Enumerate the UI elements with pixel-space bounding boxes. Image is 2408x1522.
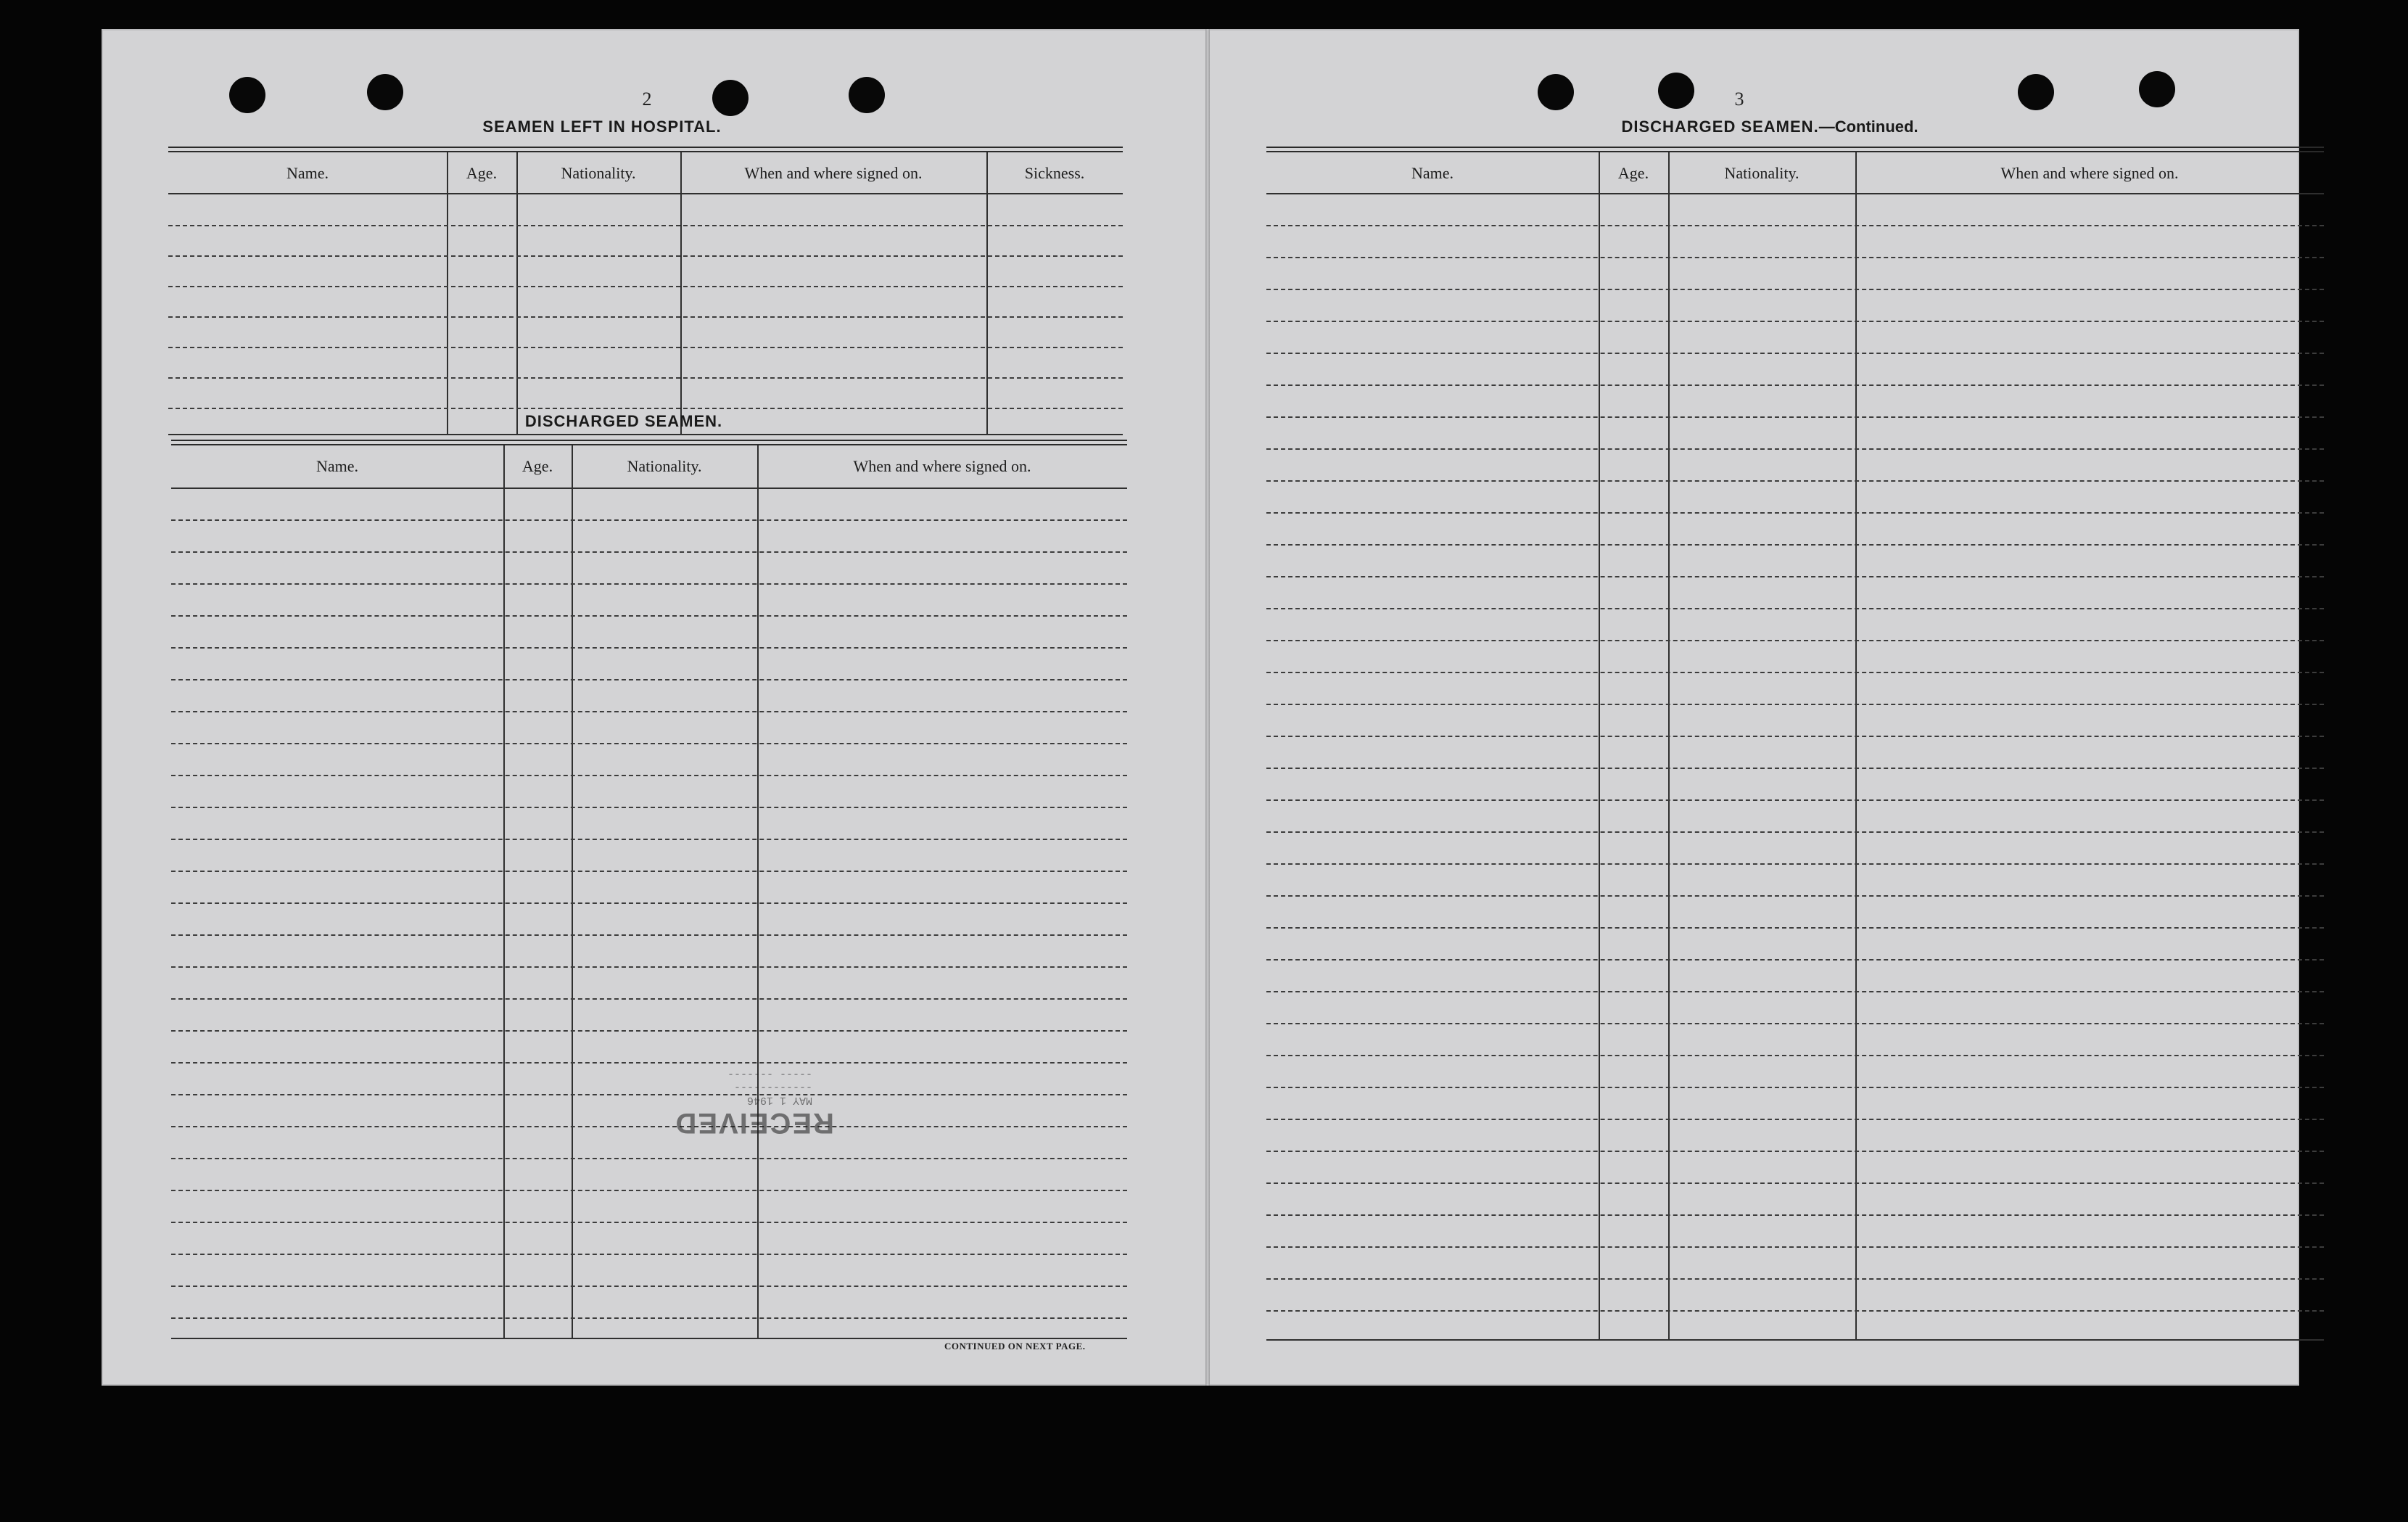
discharged-section-title-right: DISCHARGED SEAMEN.—Continued. bbox=[1621, 118, 1918, 136]
hospital-table bbox=[168, 147, 1123, 435]
entry-line bbox=[168, 316, 1123, 318]
entry-line bbox=[168, 408, 1123, 409]
entry-line bbox=[1266, 927, 2324, 929]
center-fold bbox=[1205, 29, 1210, 1386]
entry-line bbox=[1266, 576, 2324, 577]
entry-line bbox=[171, 934, 1127, 936]
entry-line bbox=[171, 839, 1127, 840]
entry-line bbox=[1266, 480, 2324, 482]
entry-line bbox=[1266, 1151, 2324, 1152]
entry-line bbox=[171, 1190, 1127, 1191]
entry-line bbox=[171, 551, 1127, 553]
column-header-signed-on: When and where signed on. bbox=[2000, 164, 2179, 182]
document-sheet bbox=[102, 29, 2299, 1386]
discharged-table-left bbox=[171, 440, 1127, 1344]
column-header-signed-on: When and where signed on. bbox=[853, 457, 1031, 475]
entry-line bbox=[1266, 991, 2324, 992]
entry-line bbox=[1266, 768, 2324, 769]
entry-line bbox=[171, 711, 1127, 712]
entry-line bbox=[168, 225, 1123, 226]
column-header-name: Name. bbox=[1411, 164, 1454, 182]
entry-line bbox=[1266, 353, 2324, 354]
entry-line bbox=[1266, 863, 2324, 865]
discharged-table-right bbox=[1266, 147, 2324, 1344]
entry-line bbox=[171, 1126, 1127, 1127]
entry-line bbox=[168, 255, 1123, 257]
entry-line bbox=[1266, 289, 2324, 290]
column-header-name: Name. bbox=[316, 457, 359, 475]
entry-line bbox=[1266, 1310, 2324, 1312]
entry-line bbox=[171, 1222, 1127, 1223]
entry-line bbox=[1266, 225, 2324, 226]
hospital-section-title: SEAMEN LEFT IN HOSPITAL. bbox=[482, 118, 722, 136]
received-stamp: RECEIVED MAY 1 1946 ------------ ----- ------- bbox=[674, 1068, 834, 1139]
entry-line bbox=[1266, 640, 2324, 641]
column-header-age: Age. bbox=[466, 164, 498, 182]
entry-line bbox=[1266, 1278, 2324, 1280]
entry-line bbox=[1266, 257, 2324, 258]
entry-line bbox=[171, 679, 1127, 680]
entry-line bbox=[171, 1254, 1127, 1255]
entry-line bbox=[171, 647, 1127, 649]
punch-hole bbox=[2018, 74, 2054, 110]
entry-line bbox=[171, 1317, 1127, 1319]
entry-line bbox=[1266, 1119, 2324, 1120]
entry-line bbox=[1266, 1214, 2324, 1216]
entry-line bbox=[171, 775, 1127, 776]
entry-line bbox=[171, 998, 1127, 1000]
column-header-nationality: Nationality. bbox=[1724, 164, 1799, 182]
entry-line bbox=[1266, 416, 2324, 418]
entry-line bbox=[171, 871, 1127, 872]
entry-line bbox=[171, 1158, 1127, 1159]
entry-line bbox=[1266, 1182, 2324, 1184]
punch-hole bbox=[1538, 74, 1574, 110]
punch-hole bbox=[1658, 73, 1694, 109]
entry-line bbox=[168, 286, 1123, 287]
discharged-section-title-left: DISCHARGED SEAMEN. bbox=[524, 412, 723, 430]
column-header-sickness: Sickness. bbox=[1024, 164, 1085, 182]
punch-hole bbox=[849, 77, 885, 113]
entry-line bbox=[168, 347, 1123, 348]
entry-line bbox=[1266, 831, 2324, 833]
entry-line bbox=[171, 1030, 1127, 1032]
entry-line bbox=[1266, 959, 2324, 960]
entry-line bbox=[171, 583, 1127, 585]
column-header-age: Age. bbox=[1617, 164, 1649, 182]
column-header-nationality: Nationality. bbox=[627, 457, 702, 475]
continued-note: CONTINUED ON NEXT PAGE. bbox=[944, 1341, 1086, 1352]
column-header-nationality: Nationality. bbox=[561, 164, 636, 182]
entry-line bbox=[171, 615, 1127, 617]
punch-hole bbox=[229, 77, 265, 113]
entry-line bbox=[171, 519, 1127, 521]
punch-hole bbox=[367, 74, 403, 110]
entry-line bbox=[168, 377, 1123, 379]
page-number-right: 3 bbox=[1734, 89, 1744, 110]
entry-line bbox=[171, 1286, 1127, 1287]
entry-line bbox=[171, 966, 1127, 968]
entry-line bbox=[1266, 1055, 2324, 1056]
entry-line bbox=[171, 902, 1127, 904]
entry-line bbox=[171, 743, 1127, 744]
entry-line bbox=[1266, 736, 2324, 737]
column-header-signed-on: When and where signed on. bbox=[744, 164, 923, 182]
entry-line bbox=[1266, 895, 2324, 897]
entry-line bbox=[1266, 512, 2324, 514]
entry-line bbox=[1266, 608, 2324, 609]
page-number-left: 2 bbox=[642, 89, 652, 110]
entry-line bbox=[1266, 799, 2324, 801]
entry-line bbox=[171, 1062, 1127, 1064]
entry-line bbox=[1266, 384, 2324, 386]
entry-line bbox=[1266, 672, 2324, 673]
entry-line bbox=[1266, 704, 2324, 705]
entry-line bbox=[1266, 1246, 2324, 1248]
punch-hole bbox=[712, 80, 749, 116]
entry-line bbox=[1266, 1023, 2324, 1024]
column-header-name: Name. bbox=[286, 164, 329, 182]
entry-line bbox=[1266, 1087, 2324, 1088]
column-header-age: Age. bbox=[521, 457, 553, 475]
entry-line bbox=[171, 807, 1127, 808]
punch-hole bbox=[2139, 71, 2175, 107]
entry-line bbox=[1266, 544, 2324, 546]
entry-line bbox=[1266, 321, 2324, 322]
entry-line bbox=[1266, 448, 2324, 450]
entry-line bbox=[171, 1094, 1127, 1095]
